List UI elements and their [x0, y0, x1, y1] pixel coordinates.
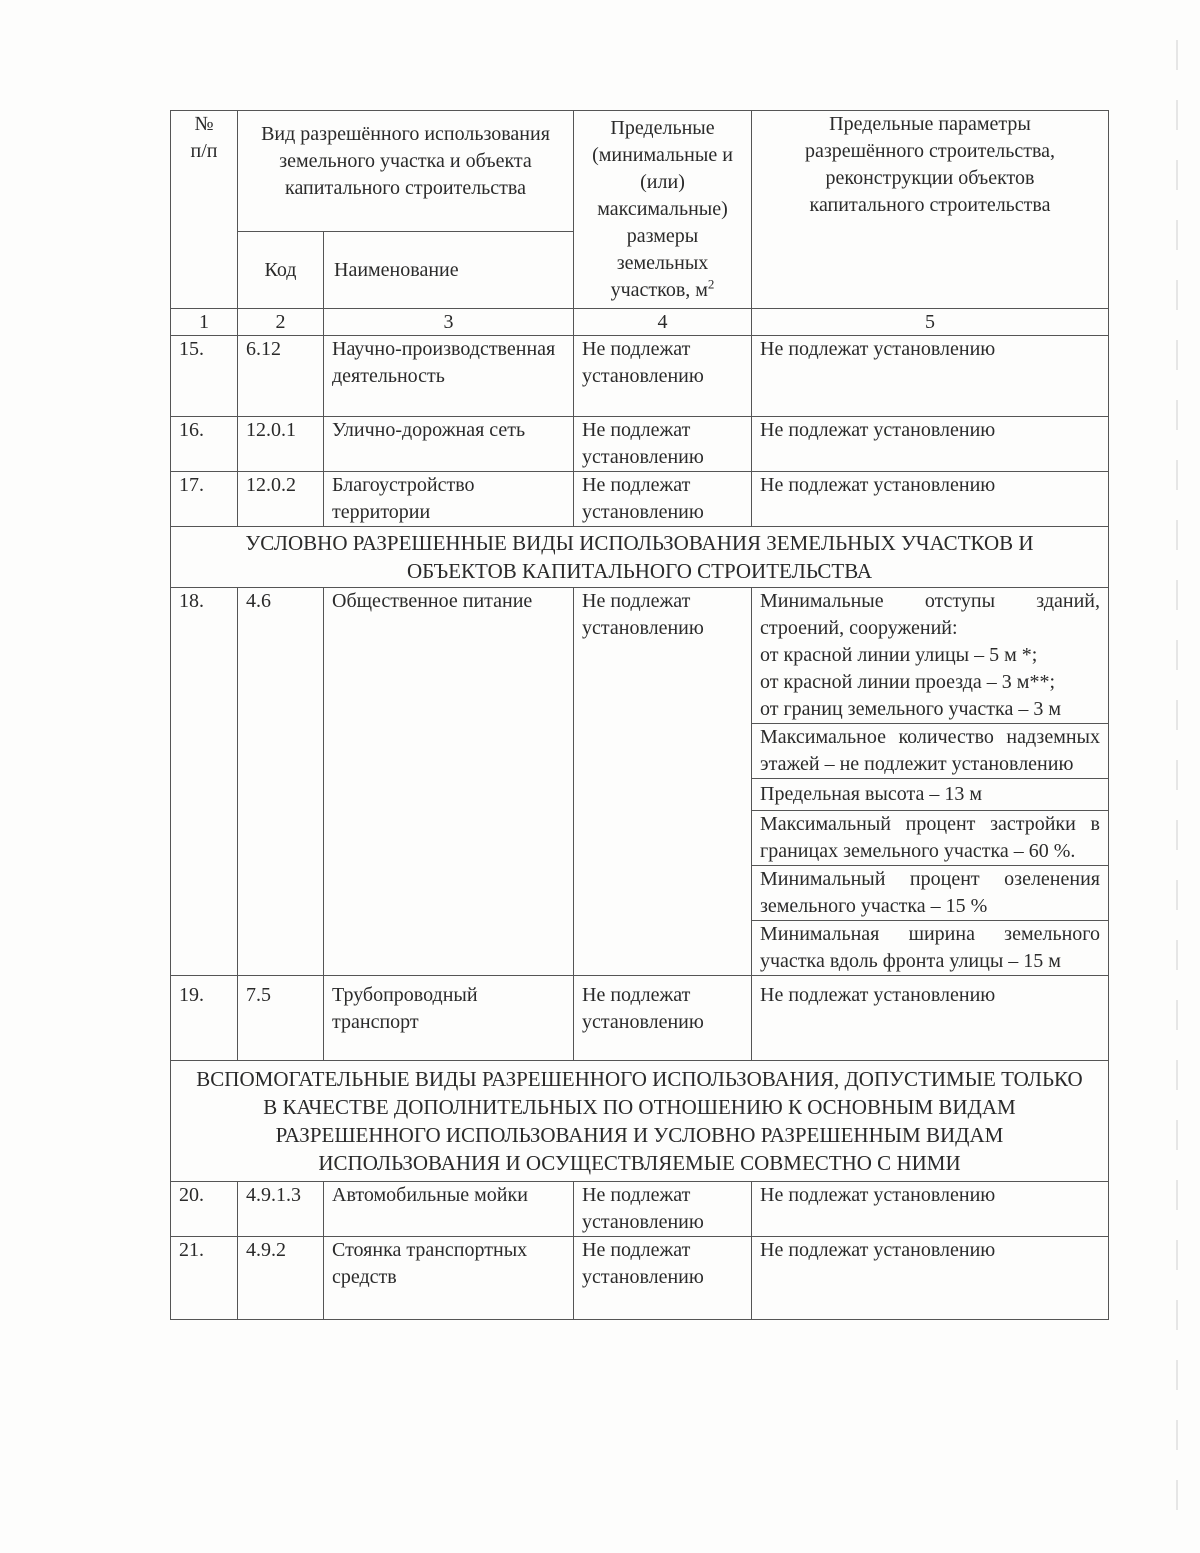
row-params: Не подлежат установлению	[752, 472, 1109, 527]
row-num: 17.	[171, 472, 238, 527]
colnum: 3	[324, 309, 574, 336]
row-code: 4.9.2	[238, 1237, 324, 1320]
row-name: Трубопроводный транспорт	[324, 976, 574, 1061]
table-row	[171, 1182, 1109, 1237]
param-line: от красной линии улицы – 5 м *;	[760, 644, 1038, 666]
row-name: Стоянка транспортных средств	[324, 1237, 574, 1320]
row-name: Автомобильные мойки	[324, 1182, 574, 1237]
row-size: Не подлежат установлению	[574, 1237, 752, 1320]
land-use-table	[170, 110, 1109, 1320]
param-line: Минимальные отступы зданий, строений, сооружений:	[760, 590, 1100, 639]
header-params: Предельные параметры разрешённого строительства, реконструкции объектов капитального строительства	[752, 111, 1109, 309]
table-row	[171, 976, 1109, 1061]
row-code: 4.6	[238, 588, 324, 976]
row-code: 4.9.1.3	[238, 1182, 324, 1237]
row-num: 16.	[171, 417, 238, 472]
header-size: Предельные (минимальные и (или) максимальные) размеры земельных участков, $м^2$	[574, 111, 752, 309]
row-code: 7.5	[238, 976, 324, 1061]
scan-edge-artifact	[1176, 40, 1178, 1513]
row-params: Не подлежат установлению	[752, 1237, 1109, 1320]
row-name: Общественное питание	[324, 588, 574, 976]
row-params: Не подлежат установлению	[752, 417, 1109, 472]
table-row	[171, 417, 1109, 472]
param-height: Предельная высота – 13 м	[752, 779, 1109, 811]
table-row	[171, 472, 1109, 527]
row-size: Не подлежат установлению	[574, 1182, 752, 1237]
section-conditional-row	[171, 527, 1109, 588]
row-name: Улично-дорожная сеть	[324, 417, 574, 472]
header-name: Наименование	[324, 232, 574, 309]
row-num: 18.	[171, 588, 238, 976]
header-kind: Вид разрешённого использования земельного участка и объекта капитального строительства	[238, 111, 574, 232]
row-code: 12.0.2	[238, 472, 324, 527]
param-line: от границ земельного участка – 3 м	[760, 698, 1061, 720]
row-params: Не подлежат установлению	[752, 1182, 1109, 1237]
colnum: 5	[752, 309, 1109, 336]
row-code: 6.12	[238, 336, 324, 417]
row-name: Благоустройство территории	[324, 472, 574, 527]
row-num: 15.	[171, 336, 238, 417]
row-size: Не подлежат установлению	[574, 417, 752, 472]
colnum: 2	[238, 309, 324, 336]
row-code: 12.0.1	[238, 417, 324, 472]
row-size: Не подлежат установлению	[574, 976, 752, 1061]
row-size: Не подлежат установлению	[574, 336, 752, 417]
section-heading: ВСПОМОГАТЕЛЬНЫЕ ВИДЫ РАЗРЕШЕННОГО ИСПОЛЬЗОВАНИЯ, ДОПУСТИМЫЕ ТОЛЬКО В КАЧЕСТВЕ ДОПОЛНИТЕЛЬНЫХ ПО ОТНОШЕНИЮ К ОСНОВНЫМ ВИДАМ РАЗРЕШЕННОГО ИСПОЛЬЗОВАНИЯ И УСЛОВНО РАЗРЕШЕННЫМ ВИДАМ ИСПОЛЬЗОВАНИЯ И ОСУЩЕСТВЛЯЕМЫЕ СОВМЕСТНО С НИМИ	[171, 1061, 1109, 1182]
section-auxiliary-row	[171, 1061, 1109, 1182]
row-size: Не подлежат установлению	[574, 472, 752, 527]
header-code: Код	[238, 232, 324, 309]
row-name: Научно-производственная деятельность	[324, 336, 574, 417]
row-params: Не подлежат установлению	[752, 336, 1109, 417]
header-row	[171, 111, 1109, 232]
param-floors: Максимальное количество надземных этажей – не подлежит установлению	[752, 724, 1109, 779]
table-row	[171, 336, 1109, 417]
column-numbers-row	[171, 309, 1109, 336]
param-width: Минимальная ширина земельного участка вдоль фронта улицы – 15 м	[752, 921, 1109, 976]
colnum: 1	[171, 309, 238, 336]
param-coverage: Максимальный процент застройки в границах земельного участка – 60 %.	[752, 811, 1109, 866]
table-row	[171, 588, 1109, 724]
param-setbacks	[752, 588, 1109, 724]
row-num: 19.	[171, 976, 238, 1061]
row-params: Не подлежат установлению	[752, 976, 1109, 1061]
row-size: Не подлежат установлению	[574, 588, 752, 976]
row-num: 21.	[171, 1237, 238, 1320]
header-num: № п/п	[171, 111, 238, 309]
param-line: от красной линии проезда – 3 м**;	[760, 671, 1056, 693]
section-heading: УСЛОВНО РАЗРЕШЕННЫЕ ВИДЫ ИСПОЛЬЗОВАНИЯ ЗЕМЕЛЬНЫХ УЧАСТКОВ И ОБЪЕКТОВ КАПИТАЛЬНОГО СТРОИТЕЛЬСТВА	[171, 527, 1109, 588]
table-row	[171, 1237, 1109, 1320]
param-greenery: Минимальный процент озеленения земельного участка – 15 %	[752, 866, 1109, 921]
colnum: 4	[574, 309, 752, 336]
row-num: 20.	[171, 1182, 238, 1237]
